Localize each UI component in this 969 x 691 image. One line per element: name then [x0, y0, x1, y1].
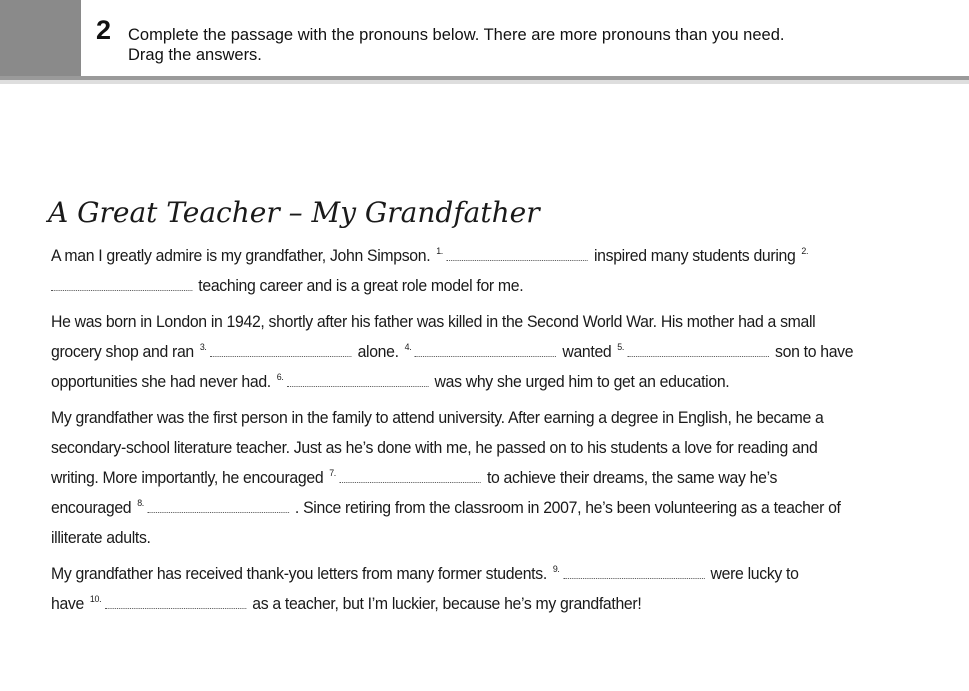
gap-number: 3.	[199, 342, 207, 354]
answer-drop-zone-1[interactable]	[447, 246, 588, 261]
exercise-instructions	[128, 25, 784, 65]
passage-text: My grandfather was the first person in the family to attend university. After earning a degree in English, he became a	[51, 408, 824, 427]
passage-text: He was born in London in 1942, shortly after his father was killed in the Second World War. His mother had a small	[51, 312, 816, 331]
gap-number: 7.	[329, 468, 336, 480]
instruction-line-1: Complete the passage with the pronouns below. There are more pronouns than you need.	[128, 26, 785, 44]
passage-text: alone.	[357, 342, 399, 361]
answer-drop-zone-9[interactable]	[563, 564, 704, 579]
gap-number: 8.	[137, 498, 144, 510]
gap-number: 9.	[552, 564, 560, 576]
text-line	[51, 337, 930, 367]
instruction-line-2: Drag the answers.	[128, 46, 262, 64]
text-line	[51, 589, 930, 619]
text-line	[51, 463, 930, 493]
passage-body	[51, 241, 869, 625]
header-divider-shadow	[0, 80, 969, 84]
passage-text: was why she urged him to get an education.	[434, 372, 730, 391]
passage-text: opportunities she had never had.	[51, 372, 271, 391]
text-line	[51, 241, 930, 271]
gap-number: 1.	[436, 246, 443, 258]
passage-text: as a teacher, but I’m luckier, because he’s my grandfather!	[252, 594, 642, 613]
paragraph-1	[51, 241, 930, 301]
passage-text: writing. More importantly, he encouraged	[51, 468, 324, 487]
passage-text: were lucky to	[710, 564, 799, 583]
passage-text: A man I greatly admire is my grandfather, John Simpson.	[51, 246, 431, 265]
exercise-number: 2	[96, 15, 112, 45]
passage-text: . Since retiring from the classroom in 2007, he’s been volunteering as a teacher of	[294, 498, 841, 517]
text-line	[51, 493, 930, 523]
answer-drop-zone-5[interactable]	[628, 342, 769, 357]
text-line	[51, 367, 930, 397]
passage-text: wanted	[562, 342, 612, 361]
gap-number: 10.	[89, 594, 102, 606]
paragraph-4	[51, 559, 930, 619]
answer-drop-zone-6[interactable]	[287, 372, 428, 387]
passage-text: to achieve their dreams, the same way he’s	[486, 468, 778, 487]
gap-number: 5.	[617, 342, 625, 354]
answer-drop-zone-2[interactable]	[51, 276, 192, 291]
text-line	[51, 271, 930, 301]
gap-number: 4.	[404, 342, 412, 354]
passage-text: illiterate adults.	[51, 528, 151, 547]
answer-drop-zone-3[interactable]	[210, 342, 351, 357]
gap-number: 6.	[276, 372, 284, 384]
paragraph-3	[51, 403, 930, 553]
passage-text: son to have	[775, 342, 854, 361]
passage-text: teaching career and is a great role model for me.	[198, 276, 524, 295]
answer-drop-zone-8[interactable]	[148, 498, 289, 513]
answer-drop-zone-7[interactable]	[340, 468, 481, 483]
passage-text: have	[51, 594, 84, 613]
exercise-header	[0, 0, 969, 78]
answer-drop-zone-4[interactable]	[415, 342, 556, 357]
passage-text: secondary-school literature teacher. Just as he’s done with me, he passed on to his students a love for reading and	[51, 438, 818, 457]
text-line	[51, 559, 930, 589]
passage-title: A Great Teacher – My Grandfather	[48, 196, 540, 229]
passage-text: grocery shop and ran	[51, 342, 194, 361]
passage-text: My grandfather has received thank-you letters from many former students.	[51, 564, 547, 583]
answer-drop-zone-10[interactable]	[105, 594, 246, 609]
header-tab-block	[0, 0, 81, 76]
passage-text: inspired many students during	[593, 246, 796, 265]
passage-text: encouraged	[51, 498, 132, 517]
paragraph-2	[51, 307, 930, 397]
gap-number: 2.	[801, 246, 809, 258]
